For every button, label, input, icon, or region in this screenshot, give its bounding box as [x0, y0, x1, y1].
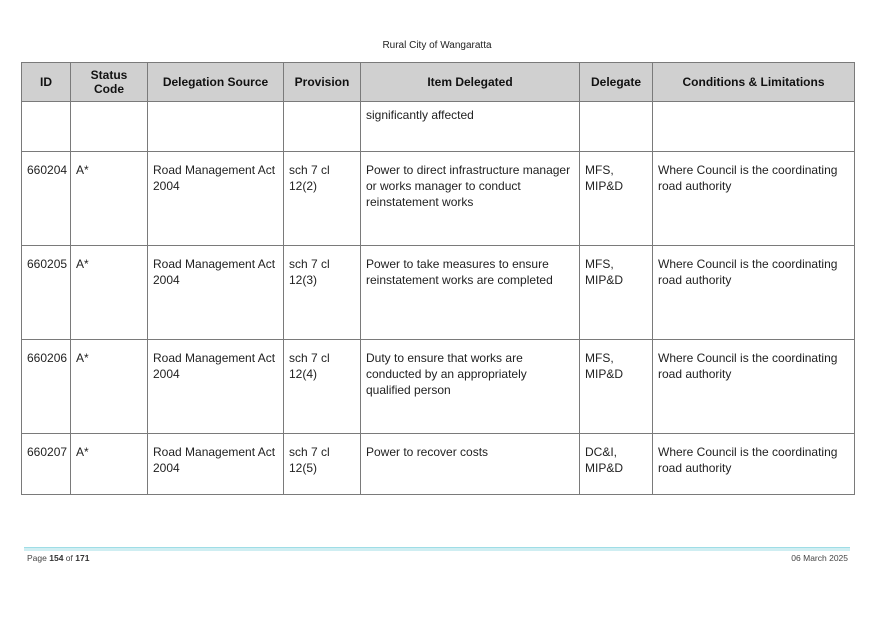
cell-delegate: MFS, MIP&D — [580, 340, 653, 434]
cell-id: 660204 — [22, 152, 71, 246]
cell-provision: sch 7 cl 12(4) — [284, 340, 361, 434]
cell-delegate: MFS, MIP&D — [580, 152, 653, 246]
delegations-table — [21, 62, 855, 495]
cell-delegate — [580, 102, 653, 152]
page-current: 154 — [49, 553, 64, 563]
cell-source: Road Management Act 2004 — [148, 152, 284, 246]
table-row — [22, 340, 855, 434]
cell-delegate: MFS, MIP&D — [580, 246, 653, 340]
cell-item: significantly affected — [361, 102, 580, 152]
cell-provision: sch 7 cl 12(5) — [284, 434, 361, 495]
cell-conditions — [653, 102, 855, 152]
table-row — [22, 434, 855, 495]
cell-item: Power to direct infrastructure manager or works manager to conduct reinstatement works — [361, 152, 580, 246]
cell-id — [22, 102, 71, 152]
cell-conditions: Where Council is the coordinating road authority — [653, 340, 855, 434]
col-header-conditions: Conditions & Limitations — [653, 63, 855, 102]
cell-source: Road Management Act 2004 — [148, 246, 284, 340]
cell-id: 660206 — [22, 340, 71, 434]
col-header-provision: Provision — [284, 63, 361, 102]
table-row — [22, 246, 855, 340]
col-header-status-code: Status Code — [71, 63, 148, 102]
page-of: of — [65, 553, 73, 563]
cell-status: A* — [71, 434, 148, 495]
cell-item: Power to recover costs — [361, 434, 580, 495]
cell-provision: sch 7 cl 12(3) — [284, 246, 361, 340]
cell-source — [148, 102, 284, 152]
col-header-delegate: Delegate — [580, 63, 653, 102]
col-header-delegation-source: Delegation Source — [148, 63, 284, 102]
page-total: 171 — [75, 553, 90, 563]
cell-status: A* — [71, 246, 148, 340]
cell-source: Road Management Act 2004 — [148, 340, 284, 434]
page-prefix: Page — [27, 553, 47, 563]
cell-provision — [284, 102, 361, 152]
cell-conditions: Where Council is the coordinating road authority — [653, 434, 855, 495]
table-row — [22, 102, 855, 152]
cell-id: 660205 — [22, 246, 71, 340]
cell-provision: sch 7 cl 12(2) — [284, 152, 361, 246]
document-date: 06 March 2025 — [791, 553, 848, 563]
table-row — [22, 152, 855, 246]
cell-status: A* — [71, 152, 148, 246]
cell-status — [71, 102, 148, 152]
table-header-row — [22, 63, 855, 102]
col-header-item-delegated: Item Delegated — [361, 63, 580, 102]
footer-divider — [24, 547, 850, 551]
cell-conditions: Where Council is the coordinating road authority — [653, 246, 855, 340]
cell-item: Duty to ensure that works are conducted by an appropriately qualified person — [361, 340, 580, 434]
document-header: Rural City of Wangaratta — [382, 40, 492, 51]
cell-status: A* — [71, 340, 148, 434]
cell-delegate: DC&I, MIP&D — [580, 434, 653, 495]
cell-source: Road Management Act 2004 — [148, 434, 284, 495]
cell-conditions: Where Council is the coordinating road authority — [653, 152, 855, 246]
cell-id: 660207 — [22, 434, 71, 495]
cell-item: Power to take measures to ensure reinstatement works are completed — [361, 246, 580, 340]
page-number — [27, 553, 89, 563]
col-header-id: ID — [22, 63, 71, 102]
